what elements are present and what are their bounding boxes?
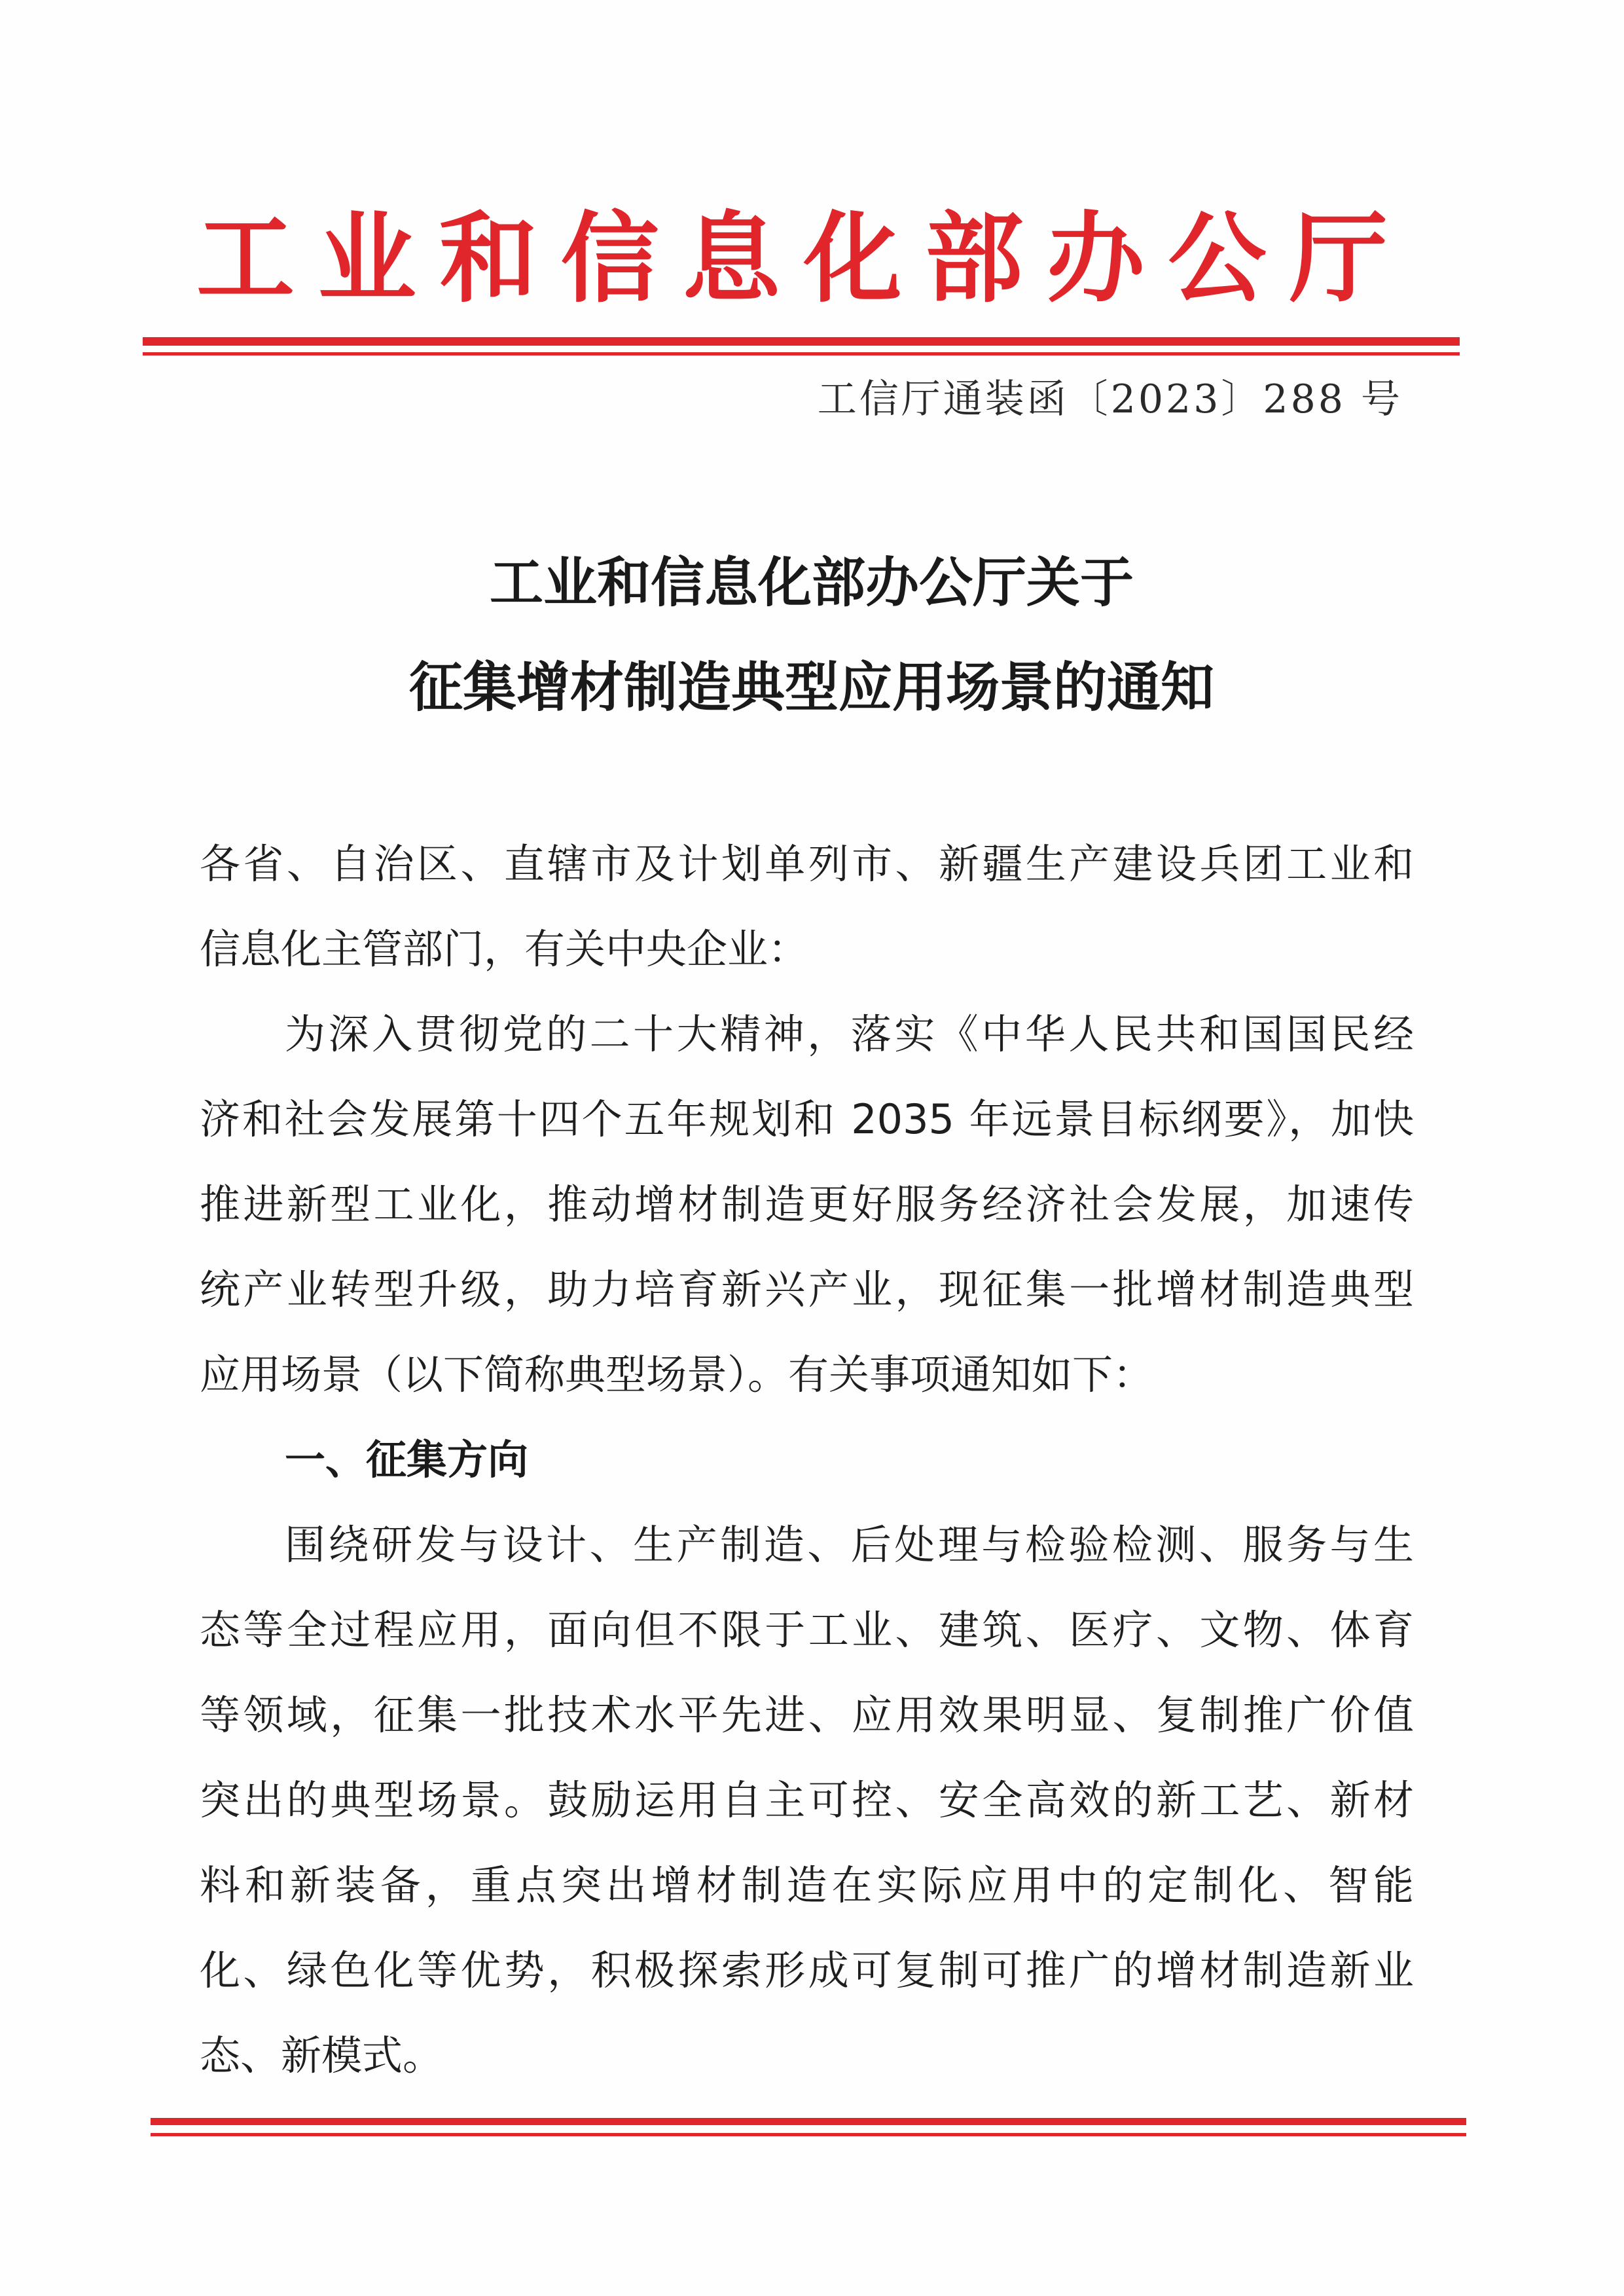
paragraph-line: 突出的典型场景。鼓励运用自主可控、安全高效的新工艺、新材 [200, 1776, 1414, 1824]
paragraph-line: 应用场景（以下简称典型场景）。有关事项通知如下： [200, 1351, 1154, 1398]
header-char: 部 [925, 201, 1024, 316]
header-divider-thin [143, 352, 1460, 355]
document-number: 工信厅通装函〔2023〕288 号 [817, 376, 1403, 422]
footer-divider-thin [151, 2133, 1466, 2136]
header-char: 化 [803, 201, 902, 316]
document-title-line-2: 征集增材制造典型应用场景的通知 [408, 656, 1214, 719]
paragraph-line: 化、绿色化等优势，积极探索形成可复制可推广的增材制造新业 [200, 1946, 1414, 1994]
header-char: 厅 [1289, 201, 1388, 316]
header-char: 业 [317, 201, 416, 316]
header-divider-thick [143, 337, 1460, 346]
paragraph-line: 统产业转型升级，助力培育新兴产业，现征集一批增材制造典型 [200, 1266, 1414, 1313]
header-char: 息 [682, 201, 781, 316]
paragraph-line: 等领域，征集一批技术水平先进、应用效果明显、复制推广价值 [200, 1691, 1414, 1739]
document-body [200, 822, 1414, 2098]
salutation-line: 各省、自治区、直辖市及计划单列市、新疆生产建设兵团工业和 [200, 840, 1414, 888]
paragraph-line: 围绕研发与设计、生产制造、后处理与检验检测、服务与生 [285, 1521, 1414, 1569]
section-heading: 一、征集方向 [285, 1436, 529, 1484]
paragraph-line: 态等全过程应用，面向但不限于工业、建筑、医疗、文物、体育 [200, 1606, 1414, 1654]
paragraph-line: 态、新模式。 [200, 2032, 444, 2079]
paragraph-line: 为深入贯彻党的二十大精神，落实《中华人民共和国国民经 [285, 1010, 1414, 1058]
header-char: 和 [439, 201, 538, 316]
header-char: 工 [196, 201, 295, 316]
paragraph-line: 料和新装备，重点突出增材制造在实际应用中的定制化、智能 [200, 1861, 1414, 1909]
footer-divider-thick [151, 2118, 1466, 2125]
paragraph-line: 推进新型工业化，推动增材制造更好服务经济社会发展，加速传 [200, 1180, 1414, 1228]
issuing-office-header [196, 203, 1388, 314]
salutation-line: 信息化主管部门，有关中央企业： [200, 925, 809, 973]
paragraph-line: 济和社会发展第十四个五年规划和 2035 年远景目标纲要》，加快 [200, 1095, 1414, 1143]
document-title-line-1: 工业和信息化部办公厅关于 [489, 551, 1134, 614]
header-char: 信 [560, 201, 659, 316]
header-char: 公 [1168, 201, 1267, 316]
header-char: 办 [1046, 201, 1145, 316]
